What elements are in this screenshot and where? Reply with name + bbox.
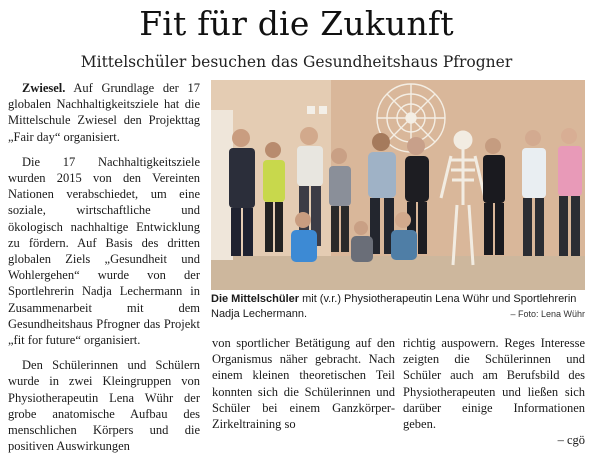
caption-bold: Die Mittelschüler (211, 293, 300, 305)
paragraph-groups: Den Schülerinnen und Schülern wurde in zwei Kleingruppen von Physiotherapeutin Lena Wühr der grobe anatomische Aufbau des menschlichen Körpers und die positiven Auswirkungen (8, 358, 200, 454)
article-photo (211, 80, 585, 290)
headline: Fit für die Zukunft (139, 4, 454, 43)
caption-text: mit (v.r.) Physiotherapeutin Lena Wühr und Sportlehrerin Nadja Lechermann. (211, 293, 577, 320)
dateline: Zwiesel. (22, 81, 66, 95)
column-left (8, 80, 200, 454)
paragraph-right: richtig auspowern. Reges Interesse zeigten die Schülerinnen und Schüler auch am Berufsbild des Physiotherapeuten und ließen sich darüber einige Informationen geben. (403, 336, 585, 432)
subheadline: Mittelschüler besuchen das Gesundheitshaus Pfrogner (80, 53, 513, 71)
paragraph-middle: von sportlicher Betätigung auf den Organismus näher gebracht. Nach einem kleinen theoretischen Teil konnten sich die Schülerinnen und Schüler bei einem Ganzkörper-Zirkeltraining so (212, 336, 395, 432)
paragraph-goals: Die 17 Nachhaltigkeitsziele wurden 2015 von den Vereinten Nationen verabschiedet, um eine soziale, wirtschaftliche und ökologisch nachhaltige Entwicklung zu fördern. Auf Basis des dritten globalen Ziels „Gesundheit und Wohlergehen“ wurde von der Sportlehrerin Nadja Lechermann in Zusammenarbeit mit dem Gesundheitshaus Pfrogner das Projekt „fit for future“ organisiert. (8, 154, 200, 348)
column-middle (212, 335, 395, 431)
column-right (403, 335, 585, 448)
photo-credit: – Foto: Lena Wühr (510, 309, 585, 319)
paragraph-intro-text: Auf Grundlage der 17 globalen Nachhaltigkeitsziele hat die Mittelschule Zwiesel den Projekttag „Fair day“ organisiert. (8, 81, 200, 144)
group-photo-illustration (211, 80, 585, 290)
paragraph-intro (8, 80, 200, 145)
author-signature: – cgö (557, 433, 585, 448)
